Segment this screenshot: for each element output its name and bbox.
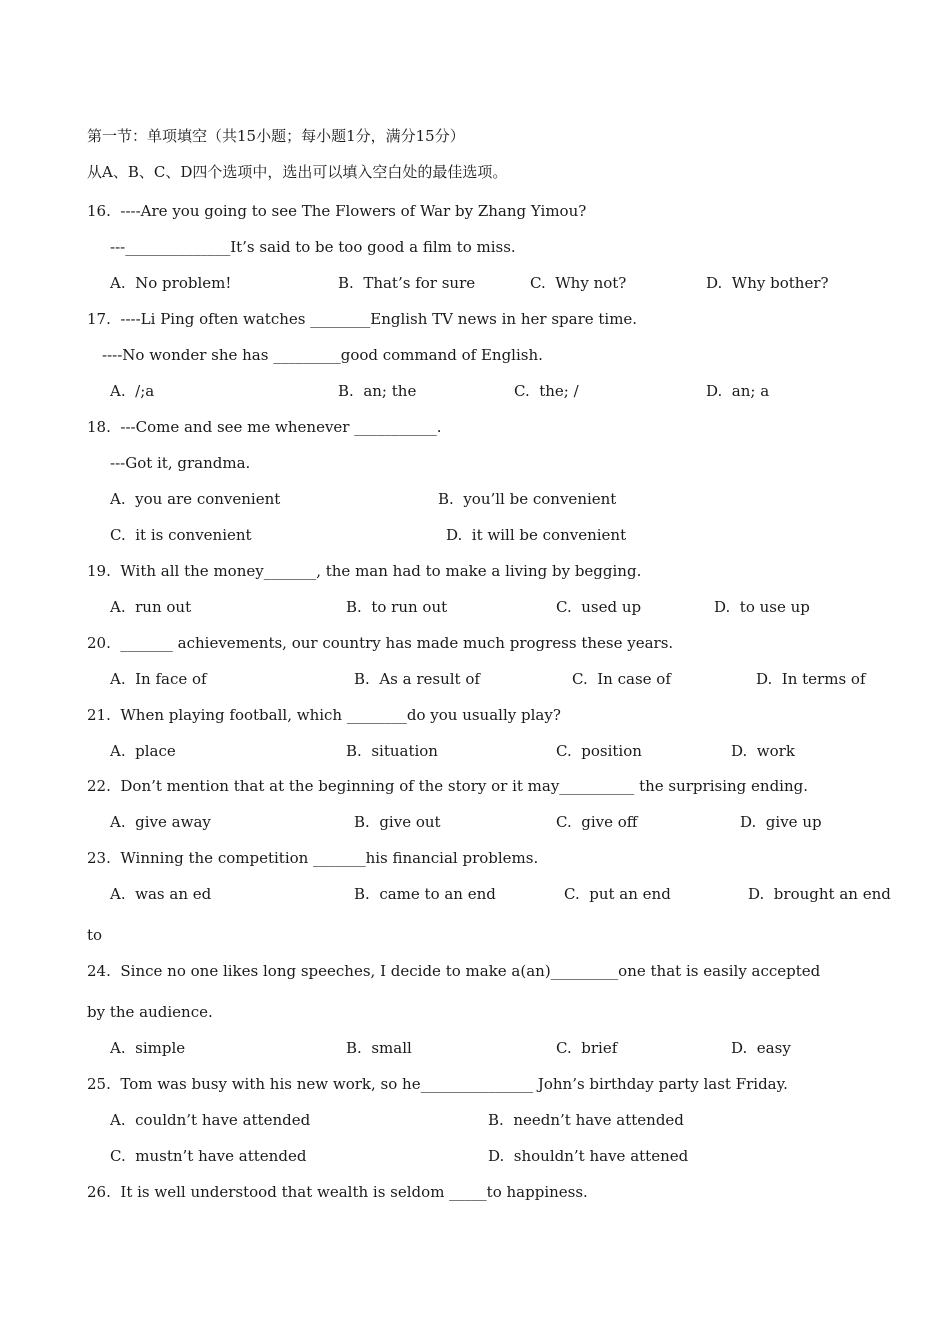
question-24-option-d[interactable]: D. easy: [731, 1039, 791, 1057]
question-20-stem: 20. _______ achievements, our country has made much progress these years.: [87, 634, 674, 652]
question-24-option-c[interactable]: C. brief: [556, 1039, 618, 1057]
question-21-stem: 21. When playing football, which ________do you usually play?: [87, 706, 561, 724]
question-20-option-a[interactable]: A. In face of: [110, 670, 207, 688]
question-23-option-a[interactable]: A. was an ed: [110, 885, 212, 903]
question-25-option-b[interactable]: B. needn’t have attended: [488, 1111, 684, 1129]
question-23-option-d-continuation: to: [87, 926, 103, 944]
question-23-option-b[interactable]: B. came to an end: [354, 885, 496, 903]
question-24-stem-continued: by the audience.: [87, 1003, 213, 1021]
question-18-stem: 18. ---Come and see me whenever ___________.: [87, 418, 442, 436]
question-20-option-b[interactable]: B. As a result of: [354, 670, 480, 688]
question-19-stem: 19. With all the money_______, the man had to make a living by begging.: [87, 562, 642, 580]
question-22-option-a[interactable]: A. give away: [110, 813, 211, 831]
instruction: 从A、B、C、D四个选项中，选出可以填入空白处的最佳选项。: [87, 163, 508, 181]
question-18-option-a[interactable]: A. you are convenient: [110, 490, 281, 508]
question-18-option-d[interactable]: D. it will be convenient: [446, 526, 627, 544]
question-17-stem: 17. ----Li Ping often watches ________English TV news in her spare time.: [87, 310, 638, 328]
question-19-option-c[interactable]: C. used up: [556, 598, 642, 616]
question-16-option-a[interactable]: A. No problem!: [110, 274, 232, 292]
question-17-option-b[interactable]: B. an; the: [338, 382, 417, 400]
question-23-option-d[interactable]: D. brought an end: [748, 885, 891, 903]
question-24-stem: 24. Since no one likes long speeches, I decide to make a(an)_________one that is easily accepted: [87, 962, 821, 980]
question-21-option-a[interactable]: A. place: [110, 742, 176, 760]
question-17-option-a[interactable]: A. /;a: [110, 382, 155, 400]
question-16-stem: 16. ----Are you going to see The Flowers of War by Zhang Yimou?: [87, 202, 587, 220]
question-26-stem: 26. It is well understood that wealth is seldom _____to happiness.: [87, 1183, 588, 1201]
question-17-option-c[interactable]: C. the; /: [514, 382, 579, 400]
question-18-reply: ---Got it, grandma.: [110, 454, 251, 472]
question-25-option-a[interactable]: A. couldn’t have attended: [110, 1111, 311, 1129]
section-header: 第一节：单项填空（共15小题；每小题1分，满分15分）: [87, 127, 465, 145]
question-25-option-d[interactable]: D. shouldn’t have attened: [488, 1147, 689, 1165]
question-20-option-d[interactable]: D. In terms of: [756, 670, 866, 688]
question-17-reply: ----No wonder she has _________good command of English.: [102, 346, 543, 364]
question-18-option-c[interactable]: C. it is convenient: [110, 526, 252, 544]
question-19-option-d[interactable]: D. to use up: [714, 598, 810, 616]
question-22-option-c[interactable]: C. give off: [556, 813, 638, 831]
question-16-option-b[interactable]: B. That’s for sure: [338, 274, 476, 292]
question-16-option-c[interactable]: C. Why not?: [530, 274, 627, 292]
question-22-option-d[interactable]: D. give up: [740, 813, 822, 831]
question-25-stem: 25. Tom was busy with his new work, so he_______________ John’s birthday party last Friday.: [87, 1075, 788, 1093]
question-21-option-b[interactable]: B. situation: [346, 742, 438, 760]
question-25-option-c[interactable]: C. mustn’t have attended: [110, 1147, 307, 1165]
question-17-option-d[interactable]: D. an; a: [706, 382, 770, 400]
question-22-option-b[interactable]: B. give out: [354, 813, 441, 831]
question-18-option-b[interactable]: B. you’ll be convenient: [438, 490, 617, 508]
question-22-stem: 22. Don’t mention that at the beginning of the story or it may__________ the surprising ending.: [87, 777, 808, 795]
question-21-option-d[interactable]: D. work: [731, 742, 795, 760]
question-24-option-b[interactable]: B. small: [346, 1039, 412, 1057]
question-16-option-d[interactable]: D. Why bother?: [706, 274, 829, 292]
question-24-option-a[interactable]: A. simple: [110, 1039, 186, 1057]
question-20-option-c[interactable]: C. In case of: [572, 670, 671, 688]
question-19-option-b[interactable]: B. to run out: [346, 598, 448, 616]
question-23-stem: 23. Winning the competition _______his financial problems.: [87, 849, 539, 867]
question-23-option-c[interactable]: C. put an end: [564, 885, 671, 903]
question-16-reply: ---______________It’s said to be too good a film to miss.: [110, 238, 516, 256]
question-21-option-c[interactable]: C. position: [556, 742, 642, 760]
question-19-option-a[interactable]: A. run out: [110, 598, 192, 616]
